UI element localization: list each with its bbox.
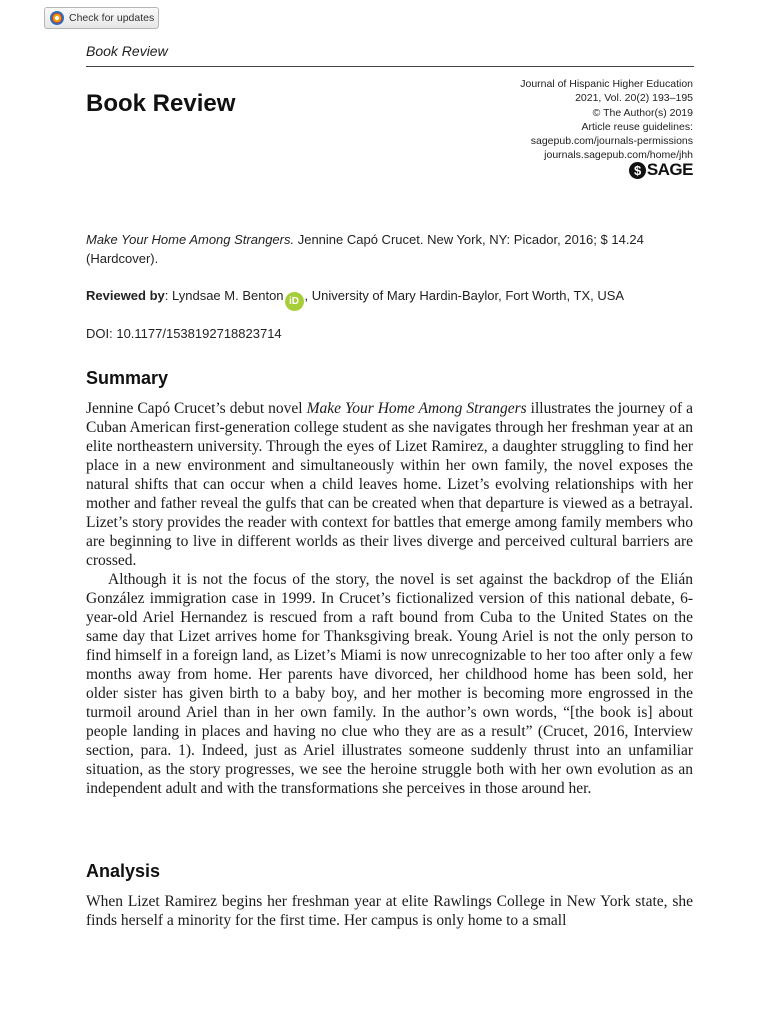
reviewer-affiliation: , University of Mary Hardin-Baylor, Fort Worth, TX, USA bbox=[304, 288, 625, 303]
journal-info bbox=[520, 77, 693, 163]
sage-logo-icon: $ bbox=[629, 162, 646, 179]
book-details: Jennine Capó Crucet. New York, NY: Picador, 2016; $ 14.24 (Hardcover). bbox=[86, 232, 644, 266]
analysis-heading: Analysis bbox=[86, 861, 161, 881]
book-citation bbox=[86, 230, 696, 268]
permissions-link[interactable]: sagepub.com/journals-permissions bbox=[530, 135, 693, 148]
summary-p1-book-title: Make Your Home Among Strangers bbox=[306, 400, 527, 417]
check-for-updates-button[interactable] bbox=[44, 7, 159, 29]
analysis-paragraph-1: When Lizet Ramirez begins her freshman year at elite Rawlings College in New York state, she finds herself a minority for the first time. Her campus is only home to a small bbox=[86, 893, 693, 929]
summary-p1-text-a: Jennine Capó Crucet’s debut novel bbox=[86, 400, 307, 417]
summary-p1-text-b: illustrates the journey of a Cuban American first-generation college student as she navigates through her freshman year at an elite northeastern university. Through the eyes of Lizet Ramirez, a daughter struggling to find her place in a new environment and simultaneously within her own family, the novel exposes the natural shifts that can occur when a child leaves home. Lizet’s evolving relationships with her mother and father reveal the gulfs that can be created when that departure is viewed as a betrayal. Lizet’s story provides the reader with context for battles that emerge among family members who are beginning to live in different worlds as their lives diverge and perceived cultural barriers are crossed. bbox=[86, 400, 694, 569]
journal-copyright: © The Author(s) 2019 bbox=[592, 106, 693, 119]
journal-volume: 2021, Vol. 20(2) 193–195 bbox=[575, 92, 693, 105]
summary-paragraph-2: Although it is not the focus of the story, the novel is set against the backdrop of the Elián González immigration case in 1999. In Crucet’s fictionalized version of this national debate, 6-year-old Ariel Hernandez is rescued from a raft bound from Cuba to the United States on the same day that Lizet arrives home for Thanksgiving break. Young Ariel is not the only person to find himself in a foreign land, as Lizet’s Miami is now unrecognizable to her too after only a few months away from home. Her parents have divorced, her childhood home has been sold, her older sister has given birth to a baby boy, and her mother is becoming more engrossed in the turmoil around Ariel than in her own family. In the author’s own words, “[the book is] about people landing in places and having no clue who they are as a result” (Crucet, 2016, Interview section, para. 1). Indeed, just as Ariel illustrates someone suddenly thrust into an unfamiliar situation, as the story progresses, we see the heroine struggle both with her own evolution as an independent adult and with the transformations she perceives in those around her. bbox=[86, 571, 693, 797]
book-title: Make Your Home Among Strangers. bbox=[86, 232, 295, 247]
header-divider bbox=[86, 66, 694, 67]
doi[interactable]: DOI: 10.1177/1538192718823714 bbox=[86, 326, 282, 341]
check-for-updates-label: Check for updates bbox=[69, 12, 155, 24]
summary-paragraph-1 bbox=[86, 399, 693, 570]
reviewed-by-label: Reviewed by bbox=[86, 288, 165, 303]
crossmark-icon bbox=[50, 11, 64, 25]
running-head: Book Review bbox=[86, 43, 168, 59]
reuse-guidelines-label: Article reuse guidelines: bbox=[581, 120, 693, 133]
page-title: Book Review bbox=[86, 90, 236, 117]
sage-logo bbox=[629, 160, 693, 180]
sage-logo-text: SAGE bbox=[646, 160, 693, 179]
summary-body bbox=[86, 399, 693, 798]
orcid-icon[interactable]: iD bbox=[285, 292, 304, 311]
analysis-body bbox=[86, 892, 693, 930]
reviewer-line bbox=[86, 286, 696, 311]
reviewer-name: : Lyndsae M. Benton bbox=[164, 288, 284, 303]
journal-home-link[interactable]: journals.sagepub.com/home/jhh bbox=[544, 149, 693, 162]
journal-name: Journal of Hispanic Higher Education bbox=[520, 78, 693, 90]
summary-heading: Summary bbox=[86, 368, 169, 388]
